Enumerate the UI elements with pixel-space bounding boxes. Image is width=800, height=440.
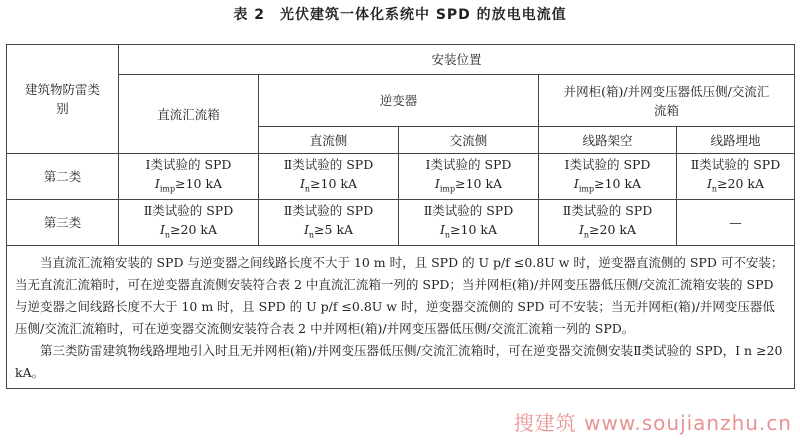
note-paragraph: 第三类防雷建筑物线路埋地引入时且无并网柜(箱)/并网变压器低压侧/交流汇流箱时，可在逆变器交流侧安装Ⅱ类试验的 SPD，I n ≥20 kA。 [15,343,783,380]
spd-cell: Ⅰ类试验的 SPD $I_{imp}\ge 10$ kA [119,154,259,200]
header-dc-side: 直流侧 [259,127,399,154]
header-dc-combiner: 直流汇流箱 [119,75,259,154]
row-category: 第三类 [7,200,119,246]
watermark: 搜建筑 www.soujianzhu.cn [513,411,792,435]
table-row [7,154,795,200]
spd-cell: Ⅱ类试验的 SPD $I_n\ge 10$ kA [259,154,399,200]
spd-discharge-table [6,44,795,389]
header-ac-side: 交流侧 [399,127,539,154]
spd-cell: Ⅰ类试验的 SPD $I_{imp}\ge 10$ kA [539,154,677,200]
header-buried: 线路埋地 [677,127,795,154]
spd-cell: Ⅱ类试验的 SPD $I_n\ge 5$ kA [259,200,399,246]
note-paragraph: 当直流汇流箱安装的 SPD 与逆变器之间线路长度不大于 10 m 时，且 SPD 的 U p/f ≤0.8U w 时，逆变器直流侧的 SPD 可不安装；当无直流汇流箱时，可在逆变器直流侧安装符合表 2 中直流汇流箱一列的 SPD；当并网柜(箱)/并网变压器低压侧/交流汇流箱安装的 SPD 与逆变器之间线路长度不大于 10 m 时，且 SPD 的 U p/f ≤0.8U w 时，逆变器交流侧的 SPD 可不安装；当无并网柜(箱)/并网变压器低压侧/交流汇流箱时，可在逆变器交流侧安装符合表 2 中并网柜(箱)/并网变压器低压侧/交流汇流箱一列的 SPD。 [15,255,784,336]
header-category: 建筑物防雷类别 [7,45,119,154]
row-category: 第二类 [7,154,119,200]
table-notes [7,246,795,389]
spd-cell: Ⅱ类试验的 SPD $I_n\ge 20$ kA [539,200,677,246]
spd-cell: Ⅰ类试验的 SPD $I_{imp}\ge 10$ kA [399,154,539,200]
header-install-position: 安装位置 [119,45,795,75]
spd-cell-empty: — [677,200,795,246]
spd-cell: Ⅱ类试验的 SPD $I_n\ge 10$ kA [399,200,539,246]
header-overhead: 线路架空 [539,127,677,154]
header-grid-cabinet: 并网柜(箱)/并网变压器低压侧/交流汇流箱 [539,75,795,127]
table-row [7,200,795,246]
spd-cell: Ⅱ类试验的 SPD $I_n\ge 20$ kA [119,200,259,246]
spd-cell: Ⅱ类试验的 SPD $I_n\ge 20$ kA [677,154,795,200]
table-title: 表 2 光伏建筑一体化系统中 SPD 的放电电流值 [233,7,567,23]
header-inverter: 逆变器 [259,75,539,127]
